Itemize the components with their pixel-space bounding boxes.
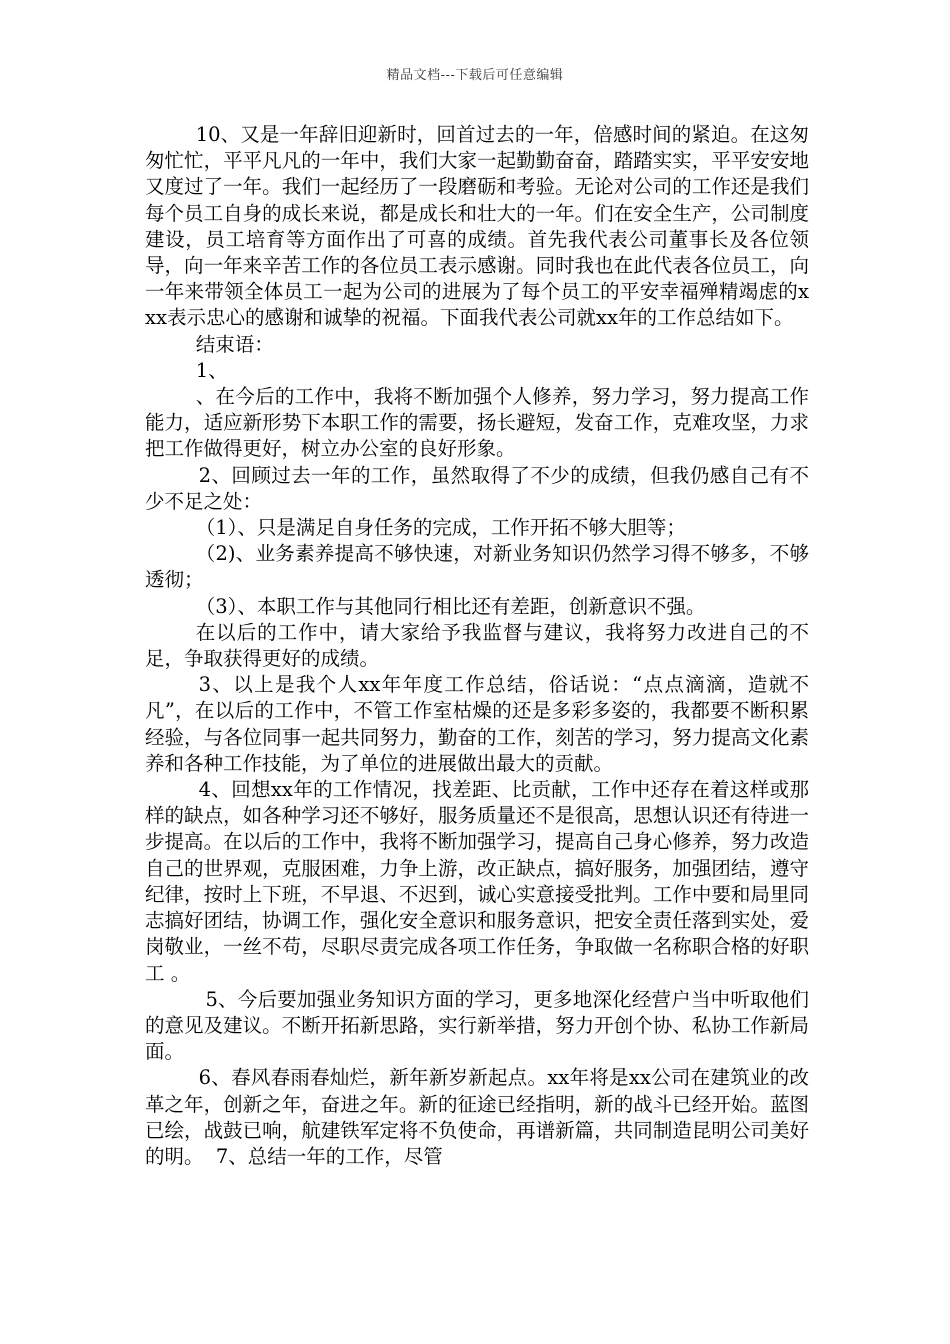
paragraph-2-item-1: （1）、只是满足自身任务的完成，工作开拓不够大胆等； — [195, 516, 686, 540]
paragraph-3: 3、以上是我个人xx年年度工作总结，俗话说：“点点滴滴，造就不凡”，在以后的工作中，不管工作室枯燥的还是多彩多姿的，我都要不断积累经验，与各位同事一起共同努力，勤奋的工作，刻苦的学习，努力提高文化素养和各种工作技能，为了单位的进展做出最大的贡献。 — [145, 673, 809, 775]
paragraph-1: 、在今后的工作中，我将不断加强个人修养，努力学习，努力提高工作能力，适应新形势下本职工作的需要，扬长避短，发奋工作，克难攻坚，力求把工作做得更好，树立办公室的良好形象。 — [145, 385, 809, 461]
document-body — [145, 122, 809, 1170]
paragraph-6: 6、春风春雨春灿烂，新年新岁新起点。xx年将是xx公司在建筑业的改革之年，创新之年，奋进之年。新的征途已经指明，新的战斗已经开始。蓝图已绘，战鼓已响，航建铁军定将不负使命，再谱新篇，共同制造昆明公司美好的明。 7、总结一年的工作，尽管 — [145, 1066, 809, 1168]
paragraph-10: 10、又是一年辞旧迎新时，回首过去的一年，倍感时间的紧迫。在这匆匆忙忙，平平凡凡的一年中，我们大家一起勤勤奋奋，踏踏实实，平平安安地又度过了一年。我们一起经历了一段磨砺和考验。无论对公司的工作还是我们每个员工自身的成长来说，都是成长和壮大的一年。们在安全生产，公司制度建设，员工培育等方面作出了可喜的成绩。首先我代表公司董事长及各位领导，向一年来辛苦工作的各位员工表示感谢。同时我也在此代表各位员工，向一年来带领全体员工一起为公司的进展为了每个员工的平安幸福殚精竭虑的xxx表示忠心的感谢和诚挚的祝福。下面我代表公司就xx年的工作总结如下。 — [145, 123, 809, 330]
paragraph-2-followup: 在以后的工作中，请大家给予我监督与建议，我将努力改进自己的不足，争取获得更好的成绩。 — [145, 620, 809, 671]
paragraph-2-item-2: （2)、业务素养提高不够快速，对新业务知识仍然学习得不够多，不够透彻； — [145, 542, 809, 592]
page-header: 精品文档---下载后可任意编辑 — [386, 68, 564, 83]
list-number-1: 1、 — [195, 358, 228, 382]
closing-label: 结束语： — [195, 332, 274, 356]
paragraph-2-item-3: （3）、本职工作与其他同行相比还有差距，创新意识不强。 — [195, 594, 706, 618]
paragraph-2: 2、回顾过去一年的工作，虽然取得了不少的成绩，但我仍感自己有不少不足之处： — [145, 463, 809, 513]
paragraph-5: 5、今后要加强业务知识方面的学习，更多地深化经营户当中听取他们的意见及建议。不断开拓新思路，实行新举措，努力开创个协、私协工作新局面。 — [145, 987, 809, 1064]
paragraph-4: 4、回想xx年的工作情况，找差距、比贡献，工作中还存在着这样或那样的缺点，如各种学习还不够好，服务质量还不是很高，思想认识还有待进一步提高。在以后的工作中，我将不断加强学习，提高自己身心修养，努力改造自己的世界观，克服困难，力争上游，改正缺点，搞好服务，加强团结，遵守纪律，按时上下班，不早退、不迟到，诚心实意接受批判。工作中要和局里同志搞好团结，协调工作，强化安全意识和服务意识，把安全责任落到实处，爱岗敬业，一丝不苟，尽职尽责完成各项工作任务，争取做一名称职合格的好职工 。 — [145, 778, 809, 985]
